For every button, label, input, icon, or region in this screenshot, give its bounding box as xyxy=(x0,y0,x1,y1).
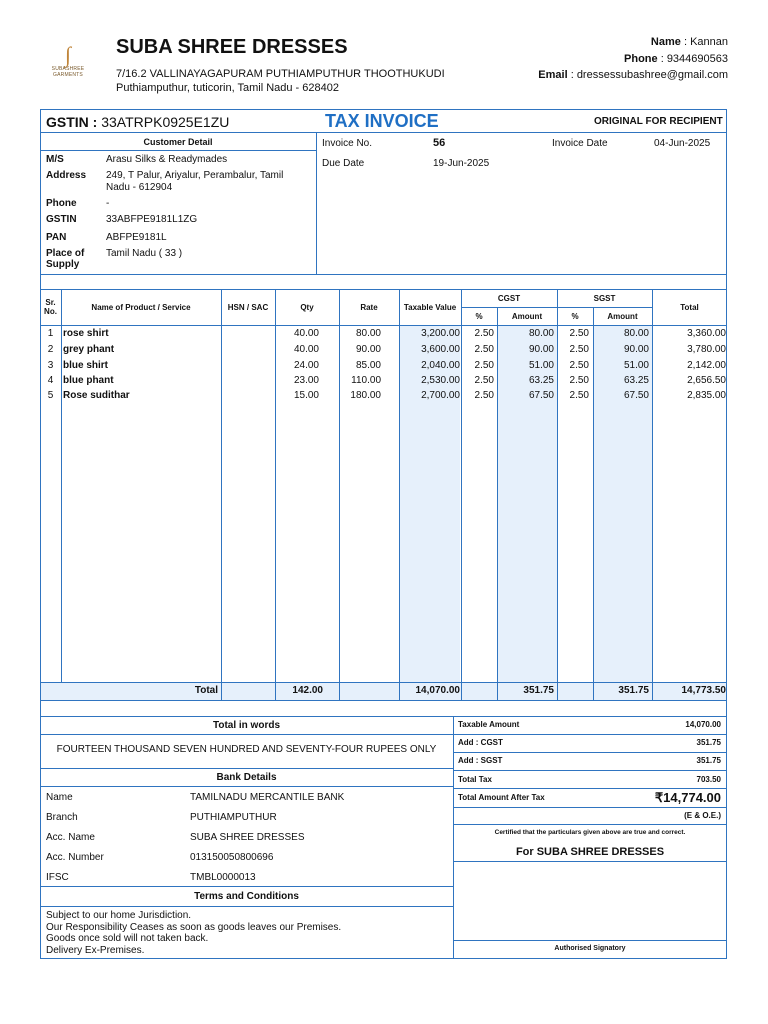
authorised-signatory: Authorised Signatory xyxy=(554,945,626,952)
col-sgst-amount: Amount xyxy=(607,312,638,321)
amount-after-tax-label: Total Amount After Tax xyxy=(458,793,545,802)
product-name: Rose sudithar xyxy=(63,390,130,401)
col-cgst-amount: Amount xyxy=(511,312,543,321)
place-of-supply: Tamil Nadu ( 33 ) xyxy=(106,248,183,259)
logo-text: SUBASHREE GARMENTS xyxy=(51,66,85,78)
terms-heading: Terms and Conditions xyxy=(194,891,299,902)
bank-name-label: Name xyxy=(46,792,73,803)
customer-gstin: 33ABFPE9181L1ZG xyxy=(106,214,198,225)
col-cgst-pct: % xyxy=(475,312,483,321)
certification-text: Certified that the particulars given above are true and correct. xyxy=(494,829,686,836)
taxable-amount-label: Taxable Amount xyxy=(458,720,520,729)
contact-email: Email : dressessubashree@gmail.com xyxy=(538,69,728,81)
acc-number-label: Acc. Number xyxy=(46,852,104,863)
bank-branch-label: Branch xyxy=(46,812,78,823)
bank-branch: PUTHIAMPUTHUR xyxy=(190,812,277,823)
total-tax-label: Total Tax xyxy=(458,775,492,784)
col-taxable: Taxable Value xyxy=(403,303,457,312)
product-name: blue shirt xyxy=(63,360,109,371)
address-label: Address xyxy=(46,170,87,181)
amount-after-tax: ₹14,774.00 xyxy=(654,790,721,805)
ifsc-label: IFSC xyxy=(46,872,69,883)
col-sgst: SGST xyxy=(593,294,616,303)
terms-list: Subject to our home Jurisdiction. Our Responsibility Ceases as soon as goods leaves our Premises. Goods once sold will not taken back. Delivery Ex-Premises. xyxy=(46,910,342,956)
pan-label: PAN xyxy=(46,232,67,243)
taxable-amount: 14,070.00 xyxy=(685,720,721,729)
place-of-supply-label: Place of Supply xyxy=(46,248,85,270)
customer-pan: ABFPE9181L xyxy=(106,232,167,243)
eoe-note: (E & O.E.) xyxy=(684,811,721,820)
company-address-line1: 7/16.2 VALLINAYAGAPURAM PUTHIAMPUTHUR THOOTHUKUDI xyxy=(116,68,445,80)
acc-number: 013150050800696 xyxy=(190,852,274,863)
product-name: blue phant xyxy=(63,375,114,386)
customer-address-line1: 249, T Palur, Ariyalur, Perambalur, Tamil xyxy=(106,170,284,181)
invoice-date-label: Invoice Date xyxy=(552,138,608,149)
contact-phone: Phone : 9344690563 xyxy=(624,53,728,65)
company-logo xyxy=(36,44,100,80)
invoice-title: TAX INVOICE xyxy=(325,111,439,131)
company-address-line2: Puthiamputhur, tuticorin, Tamil Nadu - 628402 xyxy=(116,82,339,94)
customer-name: Arasu Silks & Readymades xyxy=(106,154,228,165)
customer-heading: Customer Detail xyxy=(143,137,213,147)
col-product: Name of Product / Service xyxy=(91,303,191,312)
ifsc-code: TMBL0000013 xyxy=(190,872,256,883)
contact-name: Name : Kannan xyxy=(650,36,728,48)
customer-address-line2: Nadu - 612904 xyxy=(106,182,173,193)
gstin-label: GSTIN xyxy=(46,214,77,225)
col-cgst: CGST xyxy=(497,294,521,303)
ms-label: M/S xyxy=(46,154,64,165)
words-heading: Total in words xyxy=(212,720,281,731)
cgst-label: Add : CGST xyxy=(458,738,503,747)
amount-in-words: FOURTEEN THOUSAND SEVEN HUNDRED AND SEVENTY-FOUR RUPEES ONLY xyxy=(56,744,437,755)
col-sgst-pct: % xyxy=(571,312,579,321)
col-total: Total xyxy=(680,303,699,312)
company-name: SUBA SHREE DRESSES xyxy=(116,36,348,58)
cgst-value: 351.75 xyxy=(696,738,721,747)
product-name: rose shirt xyxy=(63,328,109,339)
acc-name: SUBA SHREE DRESSES xyxy=(190,832,305,843)
sgst-value: 351.75 xyxy=(696,756,721,765)
total-tax: 703.50 xyxy=(696,775,721,784)
copy-label: ORIGINAL FOR RECIPIENT xyxy=(594,116,723,127)
sgst-label: Add : SGST xyxy=(458,756,503,765)
seller-gstin: GSTIN : 33ATRPK0925E1ZU xyxy=(46,114,230,130)
invoice-no-label: Invoice No. xyxy=(322,138,373,149)
col-hsn: HSN / SAC xyxy=(227,303,269,312)
col-qty: Qty xyxy=(300,303,314,312)
bank-name: TAMILNADU MERCANTILE BANK xyxy=(190,792,345,803)
invoice-date: 04-Jun-2025 xyxy=(654,138,711,149)
invoice-no: 56 xyxy=(433,137,446,149)
bank-heading: Bank Details xyxy=(216,772,277,783)
phone-label: Phone xyxy=(46,198,77,209)
col-sr: Sr. No. xyxy=(44,298,57,316)
for-company: For SUBA SHREE DRESSES xyxy=(515,846,665,858)
col-rate: Rate xyxy=(360,303,378,312)
due-date-label: Due Date xyxy=(322,158,365,169)
due-date: 19-Jun-2025 xyxy=(433,158,490,169)
logo-mark-icon: ∫ xyxy=(64,42,72,67)
customer-phone: - xyxy=(106,198,110,209)
product-name: grey phant xyxy=(63,344,115,355)
acc-name-label: Acc. Name xyxy=(46,832,95,843)
